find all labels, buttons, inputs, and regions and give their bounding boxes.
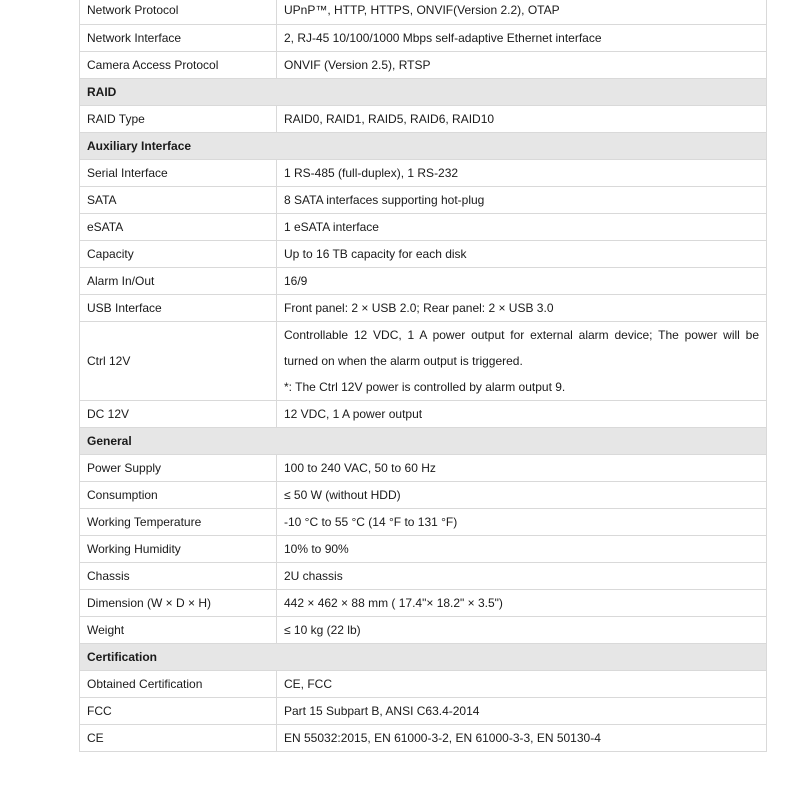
spec-value — [277, 509, 767, 536]
spec-value — [277, 536, 767, 563]
spec-label: USB Interface — [80, 295, 277, 322]
section-title: Auxiliary Interface — [80, 133, 767, 160]
spec-row-working-temperature — [80, 509, 767, 536]
spec-row-weight — [80, 617, 767, 644]
spec-value-line: 2U chassis — [284, 569, 343, 583]
spec-label: RAID Type — [80, 106, 277, 133]
spec-row-ce — [80, 725, 767, 752]
spec-row-network-protocol — [80, 0, 767, 25]
spec-label: Network Protocol — [80, 0, 277, 25]
spec-label: SATA — [80, 187, 277, 214]
spec-table-body — [80, 0, 767, 752]
spec-label: Power Supply — [80, 455, 277, 482]
spec-label: Dimension (W × D × H) — [80, 590, 277, 617]
spec-label: Network Interface — [80, 25, 277, 52]
spec-value-line: 16/9 — [284, 274, 308, 288]
spec-label: Obtained Certification — [80, 671, 277, 698]
spec-row-dimension-w-d-h — [80, 590, 767, 617]
spec-value — [277, 52, 767, 79]
spec-row-sata — [80, 187, 767, 214]
spec-row-usb-interface — [80, 295, 767, 322]
spec-label: Working Temperature — [80, 509, 277, 536]
spec-label: Consumption — [80, 482, 277, 509]
spec-label: Weight — [80, 617, 277, 644]
spec-row-capacity — [80, 241, 767, 268]
spec-label: DC 12V — [80, 401, 277, 428]
spec-label: eSATA — [80, 214, 277, 241]
spec-value-line: 1 RS-485 (full-duplex), 1 RS-232 — [284, 166, 459, 180]
spec-value — [277, 160, 767, 187]
spec-value-line: 1 eSATA interface — [284, 220, 379, 234]
spec-value — [277, 617, 767, 644]
spec-value — [277, 187, 767, 214]
spec-label: Alarm In/Out — [80, 268, 277, 295]
spec-value — [277, 214, 767, 241]
spec-label: Ctrl 12V — [80, 322, 277, 401]
spec-value — [277, 698, 767, 725]
spec-row-serial-interface — [80, 160, 767, 187]
spec-value-line: Front panel: 2 × USB 2.0; Rear panel: 2 × USB 3.0 — [284, 301, 554, 315]
spec-value — [277, 322, 767, 401]
section-header-certification — [80, 644, 767, 671]
spec-value-line: Part 15 Subpart B, ANSI C63.4-2014 — [284, 704, 480, 718]
spec-value-line: UPnP™, HTTP, HTTPS, ONVIF(Version 2.2), OTAP — [284, 3, 560, 17]
spec-value-line: 2, RJ-45 10/100/1000 Mbps self-adaptive Ethernet interface — [284, 31, 602, 45]
spec-value-line: ≤ 10 kg (22 lb) — [284, 623, 361, 637]
spec-value — [277, 241, 767, 268]
spec-value-line: turned on when the alarm output is triggered. — [284, 354, 523, 368]
spec-value — [277, 295, 767, 322]
spec-row-power-supply — [80, 455, 767, 482]
section-title: General — [80, 428, 767, 455]
spec-row-ctrl-12v — [80, 322, 767, 401]
spec-value-line: Up to 16 TB capacity for each disk — [284, 247, 467, 261]
section-title: Certification — [80, 644, 767, 671]
spec-value-line: 442 × 462 × 88 mm ( 17.4"× 18.2" × 3.5") — [284, 596, 503, 610]
spec-value-line: 10% to 90% — [284, 542, 349, 556]
spec-value — [277, 25, 767, 52]
spec-value — [277, 455, 767, 482]
spec-label: Working Humidity — [80, 536, 277, 563]
spec-value-line: RAID0, RAID1, RAID5, RAID6, RAID10 — [284, 112, 495, 126]
spec-value — [277, 106, 767, 133]
spec-label: Capacity — [80, 241, 277, 268]
spec-value-line: EN 55032:2015, EN 61000-3-2, EN 61000-3-3, EN 50130-4 — [284, 731, 601, 745]
spec-value-line: 8 SATA interfaces supporting hot-plug — [284, 193, 485, 207]
spec-value — [277, 590, 767, 617]
spec-value-line: 100 to 240 VAC, 50 to 60 Hz — [284, 461, 436, 475]
spec-label: CE — [80, 725, 277, 752]
section-header-auxiliary-interface — [80, 133, 767, 160]
spec-row-network-interface — [80, 25, 767, 52]
spec-value-line: ONVIF (Version 2.5), RTSP — [284, 58, 431, 72]
spec-label: Serial Interface — [80, 160, 277, 187]
spec-row-fcc — [80, 698, 767, 725]
section-header-general — [80, 428, 767, 455]
spec-value-line: ≤ 50 W (without HDD) — [284, 488, 401, 502]
spec-row-camera-access-protocol — [80, 52, 767, 79]
spec-value — [277, 563, 767, 590]
spec-value-line: Controllable 12 VDC, 1 A power output for external alarm device; The power will be — [284, 328, 759, 342]
spec-row-alarm-in-out — [80, 268, 767, 295]
spec-label: Chassis — [80, 563, 277, 590]
spec-value — [277, 725, 767, 752]
spec-label: FCC — [80, 698, 277, 725]
spec-value-line: -10 °C to 55 °C (14 °F to 131 °F) — [284, 515, 458, 529]
spec-row-esata — [80, 214, 767, 241]
spec-row-raid-type — [80, 106, 767, 133]
spec-value — [277, 0, 767, 25]
spec-table — [79, 0, 767, 752]
spec-row-dc-12v — [80, 401, 767, 428]
spec-row-consumption — [80, 482, 767, 509]
spec-row-working-humidity — [80, 536, 767, 563]
spec-value-line: 12 VDC, 1 A power output — [284, 407, 423, 421]
spec-value-line: CE, FCC — [284, 677, 332, 691]
spec-value — [277, 482, 767, 509]
spec-value — [277, 671, 767, 698]
spec-row-chassis — [80, 563, 767, 590]
spec-value — [277, 401, 767, 428]
section-title: RAID — [80, 79, 767, 106]
section-header-raid — [80, 79, 767, 106]
spec-row-obtained-certification — [80, 671, 767, 698]
spec-value — [277, 268, 767, 295]
spec-label: Camera Access Protocol — [80, 52, 277, 79]
spec-value-line: *: The Ctrl 12V power is controlled by alarm output 9. — [284, 380, 566, 394]
